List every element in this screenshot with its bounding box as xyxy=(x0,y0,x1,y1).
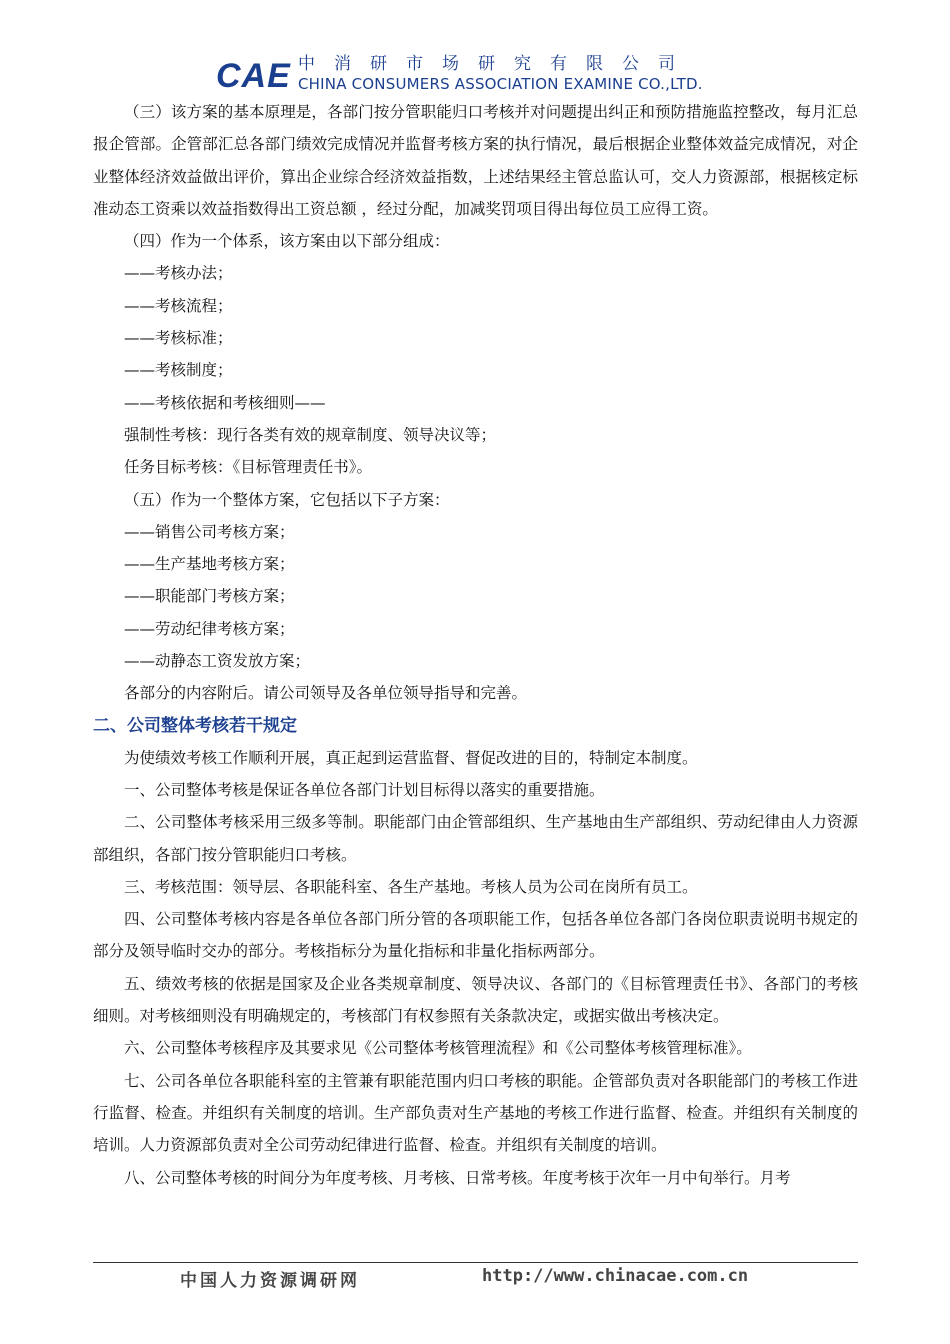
footer-site-name: 中国人力资源调研网 xyxy=(180,1271,360,1291)
paragraph: （五）作为一个整体方案，它包括以下子方案： xyxy=(124,490,450,509)
paragraph: 各部分的内容附后。请公司领导及各单位领导指导和完善。 xyxy=(124,684,528,703)
paragraph: 八、公司整体考核的时间分为年度考核、月考核、日常考核。年度考核于次年一月中旬举行。月考 xyxy=(124,1168,791,1187)
footer-url-link[interactable]: http://www.chinacae.com.cn xyxy=(482,1266,749,1286)
paragraph: 二、公司整体考核采用三级多等制。职能部门由企管部组织、生产基地由生产部组织、劳动纪律由人力资源部组织，各部门按分管职能归口考核。 xyxy=(93,813,858,864)
section-heading: 二、公司整体考核若干规定 xyxy=(93,715,297,736)
paragraph: （四）作为一个体系，该方案由以下部分组成： xyxy=(124,232,450,251)
paragraph: 强制性考核：现行各类有效的规章制度、领导决议等； xyxy=(124,425,497,444)
document-body xyxy=(93,96,858,1194)
paragraph: 六、公司整体考核程序及其要求见《公司整体考核管理流程》和《公司整体考核管理标准》。 xyxy=(124,1039,752,1058)
paragraph: 三、考核范围：领导层、各职能科室、各生产基地。考核人员为公司在岗所有员工。 xyxy=(124,877,698,896)
list-item: ——生产基地考核方案； xyxy=(124,555,295,574)
list-item: ——考核标准； xyxy=(124,329,233,348)
paragraph: （三）该方案的基本原理是，各部门按分管职能归口考核并对问题提出纠正和预防措施监控整改，每月汇总报企管部。企管部汇总各部门绩效完成情况并监督考核方案的执行情况，最后根据企业整体效益完成情况，对企业整体经济效益做出评价，算出企业综合经济效益指数，上述结果经主管总监认可，交人力资源部，根据核定标准动态工资乘以效益指数得出工资总额 ，经过分配，加减奖罚项目得出每位员工应得工资。 xyxy=(93,103,858,218)
company-logo: CAE xyxy=(216,57,291,95)
paragraph: 五、绩效考核的依据是国家及企业各类规章制度、领导决议、各部门的《目标管理责任书》、各部门的考核细则。对考核细则没有明确规定的，考核部门有权参照有关条款决定，或据实做出考核决定。 xyxy=(93,974,858,1026)
paragraph: 四、公司整体考核内容是各单位各部门所分管的各项职能工作，包括各单位各部门各岗位职责说明书规定的部分及领导临时交办的部分。考核指标分为量化指标和非量化指标两部分。 xyxy=(93,910,858,961)
company-name-en: CHINA CONSUMERS ASSOCIATION EXAMINE CO.,LTD. xyxy=(298,75,703,93)
list-item: ——考核办法； xyxy=(124,264,233,283)
list-item: ——考核流程； xyxy=(124,296,233,315)
list-item: ——劳动纪律考核方案； xyxy=(124,619,295,638)
footer-divider xyxy=(93,1262,858,1263)
page-header xyxy=(0,50,950,96)
company-name-cn: 中消研市场研究有限公司 xyxy=(298,54,694,74)
list-item: ——销售公司考核方案； xyxy=(124,522,295,541)
paragraph: 任务目标考核：《目标管理责任书》。 xyxy=(124,458,373,477)
list-item: ——职能部门考核方案； xyxy=(124,587,295,606)
paragraph: 七、公司各单位各职能科室的主管兼有职能范围内归口考核的职能。企管部负责对各职能部门的考核工作进行监督、检查。并组织有关制度的培训。生产部负责对生产基地的考核工作进行监督、检查。并组织有关制度的培训。人力资源部负责对全公司劳动纪律进行监督、检查。并组织有关制度的培训。 xyxy=(93,1071,858,1155)
list-item: ——考核制度； xyxy=(124,361,233,380)
list-item: ——动静态工资发放方案； xyxy=(124,652,311,671)
list-item: ——考核依据和考核细则—— xyxy=(124,393,326,412)
paragraph: 一、公司整体考核是保证各单位各部门计划目标得以落实的重要措施。 xyxy=(124,780,605,799)
paragraph: 为使绩效考核工作顺利开展，真正起到运营监督、督促改进的目的，特制定本制度。 xyxy=(124,748,698,767)
